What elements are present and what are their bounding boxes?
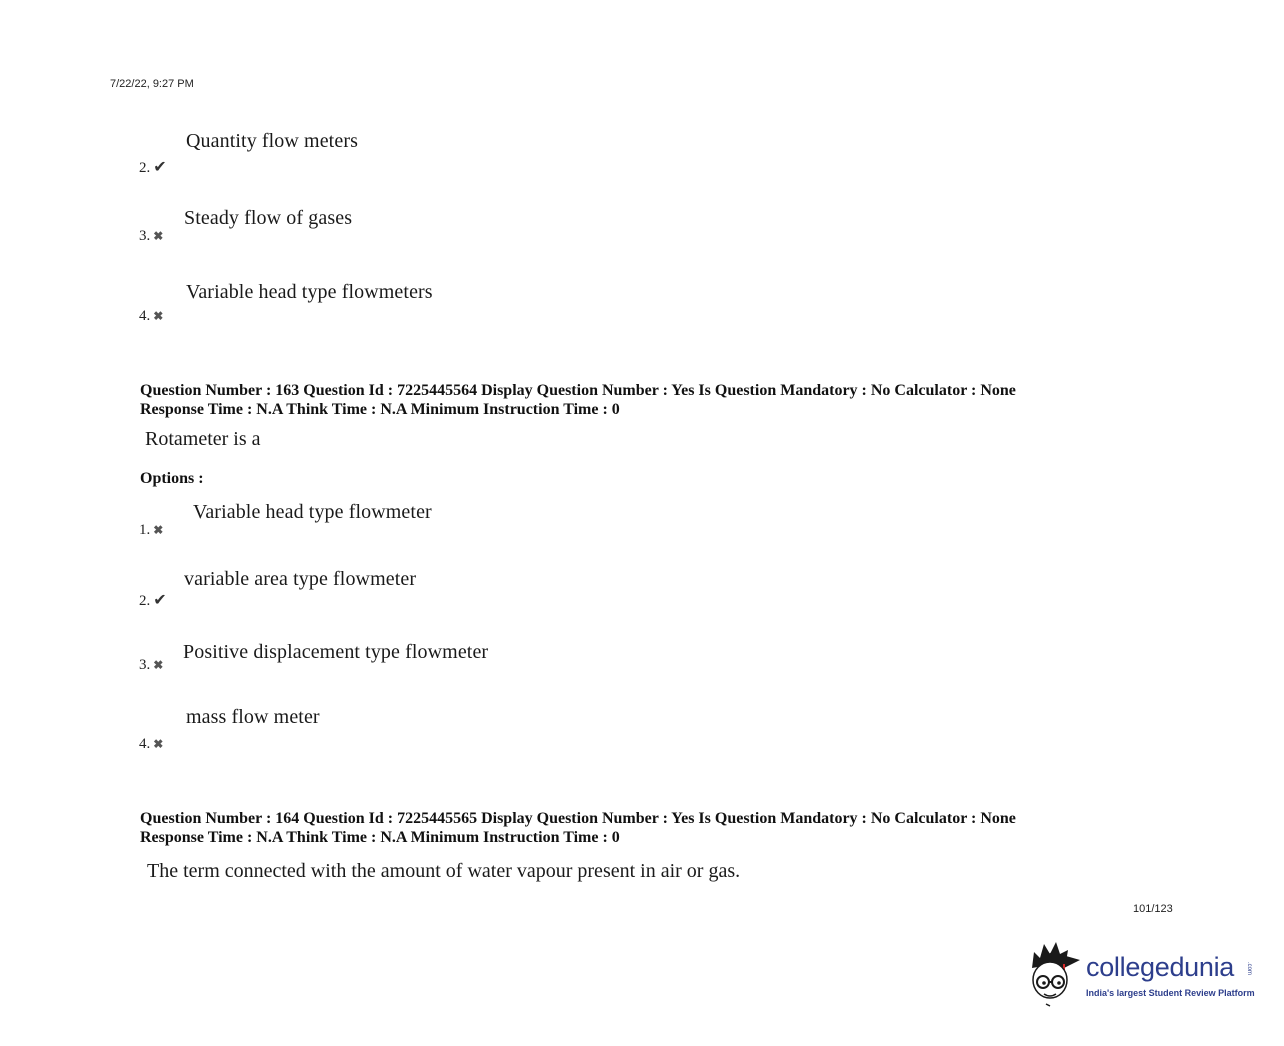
collegedunia-logo	[1024, 938, 1264, 1010]
option-text: variable area type flowmeter	[184, 568, 417, 590]
question-text: The term connected with the amount of water vapour present in air or gas.	[147, 860, 741, 882]
option-text: Variable head type flowmeter	[193, 501, 432, 523]
option-number: 2.	[139, 593, 151, 609]
question-text: Rotameter is a	[145, 428, 261, 450]
option-text: Positive displacement type flowmeter	[183, 641, 489, 663]
correct-check-icon: ✔	[153, 159, 167, 176]
option-text: Quantity flow meters	[186, 130, 358, 152]
option-number-row	[139, 590, 167, 610]
wrong-cross-icon: ✖	[153, 737, 164, 751]
mascot-icon	[1024, 938, 1086, 1010]
logo-wordmark: collegedunia	[1086, 952, 1235, 982]
question-meta-line1: Question Number : 163 Question Id : 7225445564 Display Question Number : Yes Is Question Mandatory : No Calculator : None	[140, 382, 1016, 399]
wrong-cross-icon: ✖	[153, 309, 164, 323]
option-number-row	[139, 228, 163, 245]
question-meta	[140, 381, 1016, 419]
logo-suffix: .com	[1246, 962, 1252, 976]
option-text: Steady flow of gases	[184, 207, 353, 229]
option-number-row	[139, 736, 163, 753]
option-number-row	[139, 657, 163, 674]
option-number: 3.	[139, 228, 151, 244]
question-meta	[140, 809, 1016, 847]
option-number-row	[139, 522, 163, 539]
option-number: 2.	[139, 160, 151, 176]
correct-check-icon: ✔	[153, 592, 167, 609]
print-timestamp: 7/22/22, 9:27 PM	[110, 78, 194, 90]
option-number: 4.	[139, 308, 151, 324]
option-text: mass flow meter	[186, 706, 320, 728]
option-number: 1.	[139, 522, 151, 538]
wrong-cross-icon: ✖	[153, 658, 164, 672]
question-meta-line1: Question Number : 164 Question Id : 7225445565 Display Question Number : Yes Is Question Mandatory : No Calculator : None	[140, 810, 1016, 827]
logo-tagline: India's largest Student Review Platform	[1086, 988, 1255, 998]
option-number: 4.	[139, 736, 151, 752]
option-number: 3.	[139, 657, 151, 673]
question-meta-line2: Response Time : N.A Think Time : N.A Minimum Instruction Time : 0	[140, 829, 620, 846]
wrong-cross-icon: ✖	[153, 229, 164, 243]
question-meta-line2: Response Time : N.A Think Time : N.A Minimum Instruction Time : 0	[140, 401, 620, 418]
option-number-row	[139, 308, 163, 325]
options-label: Options :	[140, 470, 204, 487]
page-number: 101/123	[1133, 903, 1173, 915]
wrong-cross-icon: ✖	[153, 523, 164, 537]
option-text: Variable head type flowmeters	[186, 281, 433, 303]
option-number-row	[139, 157, 167, 177]
